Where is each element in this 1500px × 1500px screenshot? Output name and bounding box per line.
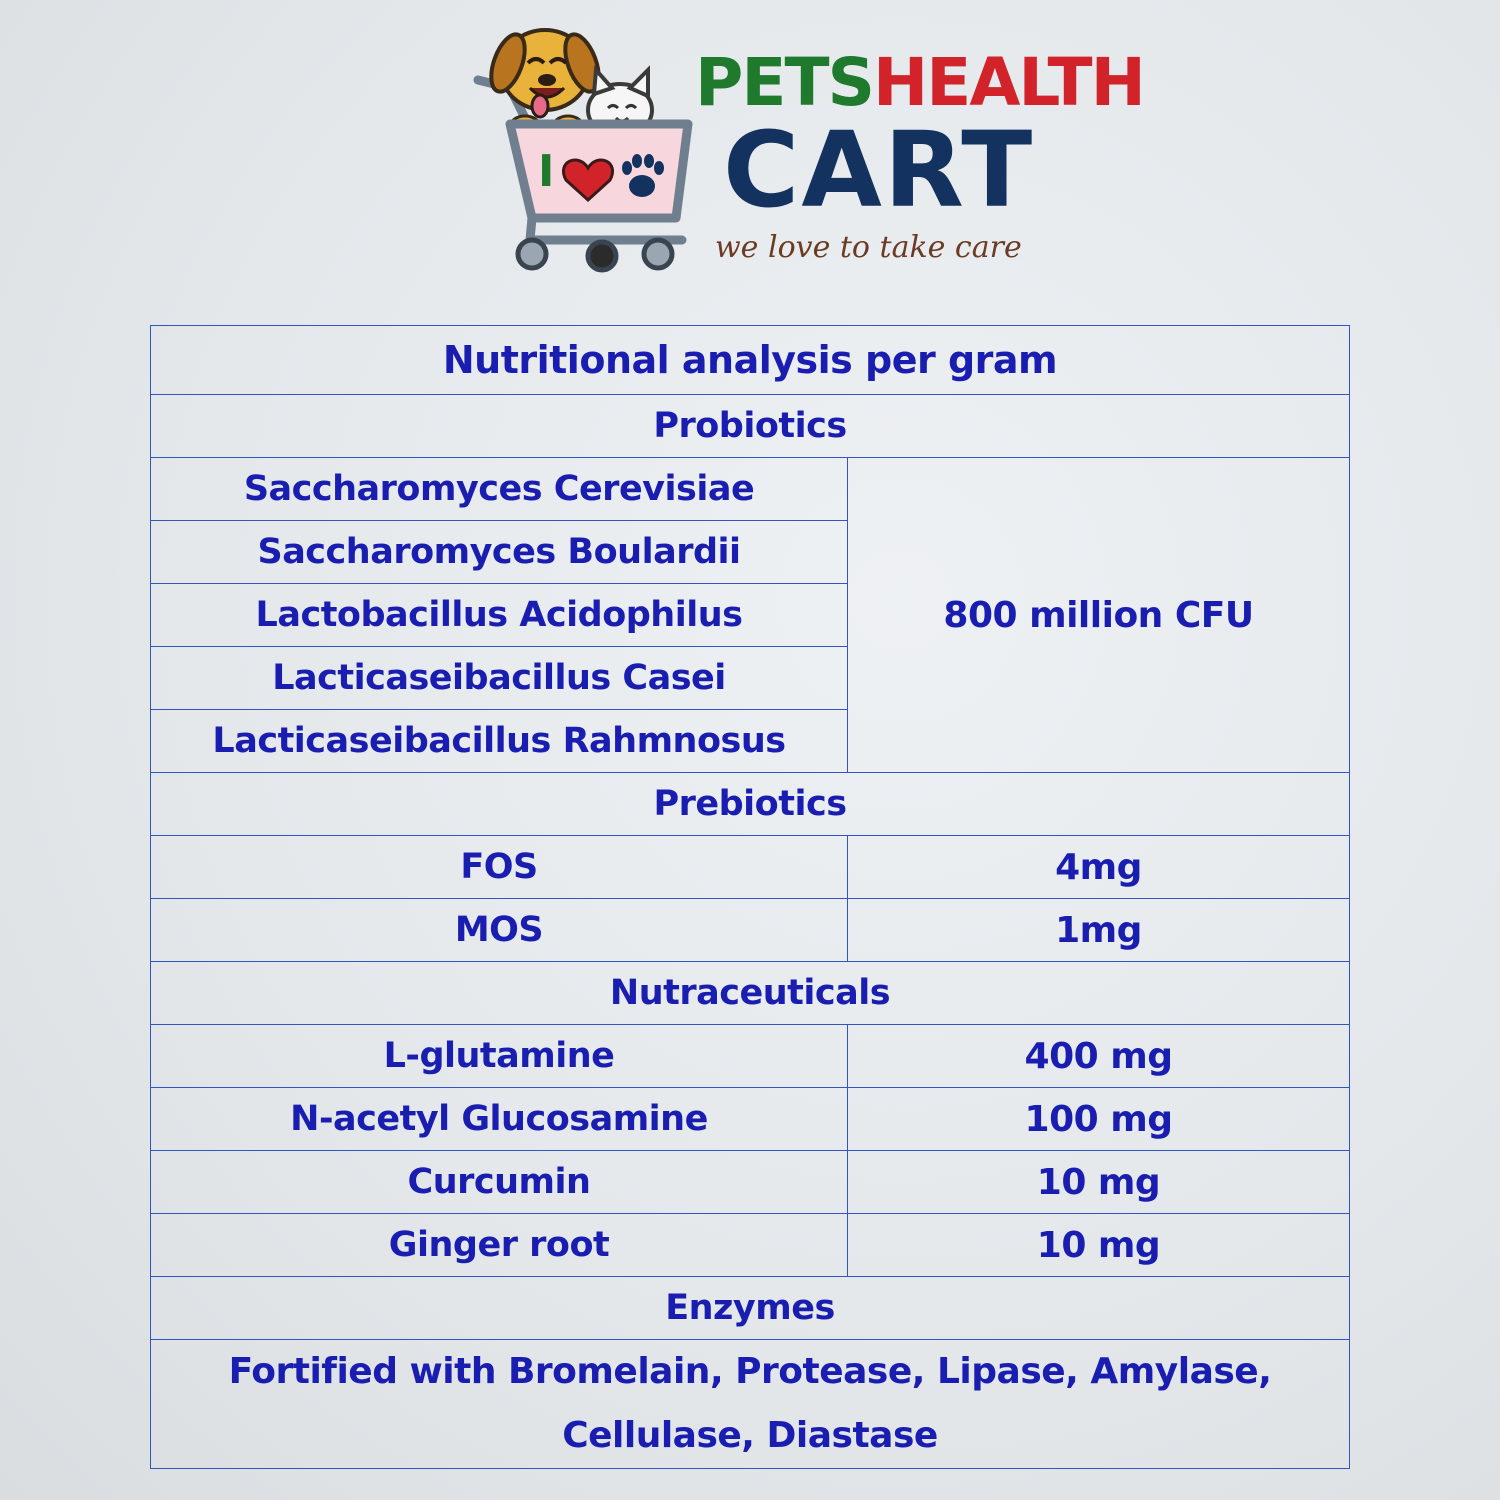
- ingredient-amount: 100 mg: [848, 1088, 1350, 1151]
- brand-pets-text: PETS: [695, 44, 874, 121]
- ingredient-name: Saccharomyces Cerevisiae: [151, 458, 848, 521]
- enzymes-description: [151, 1340, 1350, 1469]
- ingredient-name: Ginger root: [151, 1214, 848, 1277]
- ingredient-name: Lacticaseibacillus Casei: [151, 647, 848, 710]
- enzymes-line-2: Cellulase, Diastase: [562, 1415, 938, 1456]
- section-heading-enzymes: Enzymes: [151, 1277, 1350, 1340]
- ingredient-name: Saccharomyces Boulardii: [151, 521, 848, 584]
- table-title: Nutritional analysis per gram: [151, 326, 1350, 395]
- ingredient-amount: 4mg: [848, 836, 1350, 899]
- ingredient-amount: 10 mg: [848, 1151, 1350, 1214]
- ingredient-amount: 400 mg: [848, 1025, 1350, 1088]
- ingredient-amount: 1mg: [848, 899, 1350, 962]
- ingredient-name: L-glutamine: [151, 1025, 848, 1088]
- ingredient-name: FOS: [151, 836, 848, 899]
- section-heading-nutraceuticals: Nutraceuticals: [151, 962, 1350, 1025]
- brand-cart-text: CART: [723, 109, 1035, 231]
- ingredient-name: Curcumin: [151, 1151, 848, 1214]
- ingredient-amount: 10 mg: [848, 1214, 1350, 1277]
- ingredient-name: MOS: [151, 899, 848, 962]
- brand-logo: [470, 18, 1144, 278]
- brand-wordmark: [695, 44, 1144, 265]
- section-heading-prebiotics: Prebiotics: [151, 773, 1350, 836]
- brand-name-top: [695, 44, 1144, 121]
- pet-cart-illustration: [470, 18, 700, 278]
- enzymes-line-1: Fortified with Bromelain, Protease, Lipase, Amylase,: [228, 1351, 1272, 1392]
- section-heading-probiotics: Probiotics: [151, 395, 1350, 458]
- ingredient-name: Lactobacillus Acidophilus: [151, 584, 848, 647]
- nutrition-table: [150, 325, 1350, 1469]
- brand-health-text: HEALTH: [873, 44, 1144, 121]
- cart-sign-letter: I: [538, 146, 555, 197]
- brand-tagline: we love to take care: [715, 230, 1022, 265]
- ingredient-name: Lacticaseibacillus Rahmnosus: [151, 710, 848, 773]
- ingredient-name: N-acetyl Glucosamine: [151, 1088, 848, 1151]
- probiotics-amount: 800 million CFU: [848, 458, 1350, 773]
